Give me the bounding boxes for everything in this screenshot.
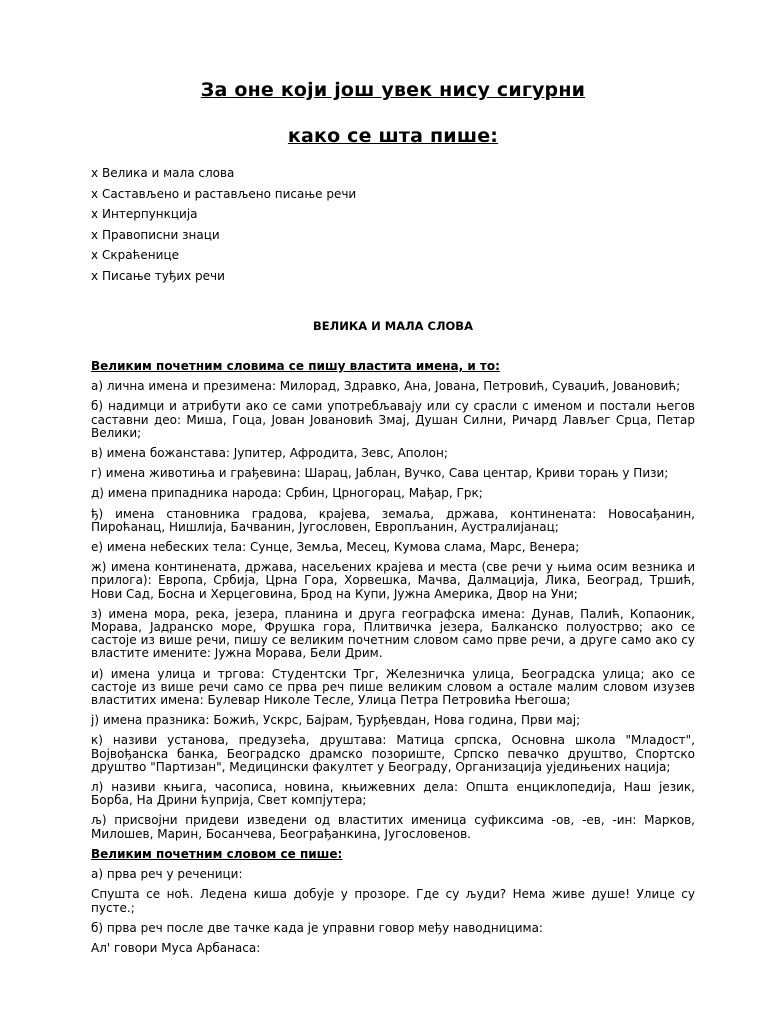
list-marker: x <box>91 268 99 283</box>
rule-paragraph: в) имена божанстава: Јупитер, Афродита, Зевс, Аполон; <box>91 446 448 461</box>
topic-item: x Скраћенице <box>91 248 179 263</box>
rule-paragraph: б) прва реч после две тачке када је управни говор међу наводницима: <box>91 920 543 935</box>
list-marker: x <box>91 248 99 263</box>
rule-paragraph: ј) имена празника: Божић, Ускрс, Бајрам, Ђурђевдан, Нова година, Први мај; <box>91 713 581 728</box>
rule-paragraph: г) имена животиња и грађевина: Шарац, Јаблан, Вучко, Сава центар, Криви торањ у Пизи; <box>91 466 669 481</box>
rule-paragraph: е) имена небеских тела: Сунце, Земља, Месец, Кумова слама, Марс, Венера; <box>91 540 580 555</box>
topic-item: x Састављено и растављено писање речи <box>91 186 357 201</box>
rule-paragraph: и) имена улица и тргова: Студентски Трг, Железничка улица, Београдска улица; ако се састоје из више речи само се прва реч пише великим словом а остале малим словом изузев властитих имена: Булевар Николе Тесле, Улица Петра Петровића Његоша; <box>91 666 695 708</box>
rule-paragraph: д) имена припадника народа: Србин, Црногорац, Мађар, Грк; <box>91 486 483 501</box>
rule-paragraph: а) лична имена и презимена: Милорад, Здравко, Ана, Јована, Петровић, Суваџић, Јовановић; <box>91 379 681 394</box>
topic-item: x Интерпункција <box>91 207 198 222</box>
topic-item: x Писање туђих речи <box>91 268 225 283</box>
example-paragraph: Ал' говори Муса Арбанаса: <box>91 940 261 955</box>
rule-paragraph: л) називи књига, часописа, новина, књижевних дела: Општа енциклопедија, Наш језик, Борба, На Дрини ћуприја, Свет компјутера; <box>91 780 695 808</box>
document-title: За оне који још увек нису сигурни <box>200 79 586 101</box>
topic-item: x Правописни знаци <box>91 227 220 242</box>
rule-paragraph: љ) присвојни придеви изведени од властитих именица суфиксима -ов, -ев, -ин: Марков, Милошев, Марин, Босанчева, Београђанкина, Југословенов. <box>91 813 695 841</box>
topic-item: x Велика и мала слова <box>91 166 235 180</box>
example-paragraph: Спушта се ноћ. Ледена киша добује у прозоре. Где су људи? Нема живе душе! Улице су пусте.; <box>91 887 695 915</box>
section-heading: ВЕЛИКА И МАЛА СЛОВА <box>313 319 473 333</box>
document-subtitle: како се шта пише: <box>287 125 499 147</box>
list-marker: x <box>91 186 99 201</box>
rule-paragraph: а) прва реч у реченици: <box>91 867 243 882</box>
rule-paragraph: ж) имена континената, држава, насељених крајева и места (све речи у њима осим везника и прилога): Европа, Србија, Црна Гора, Хорвешка, Мачва, Далмација, Лика, Београд, Тршић, Нови Сад, Босна и Херцеговина, Брод на Купи, Јужна Америка, Двор на Уни; <box>91 560 695 601</box>
list-marker: x <box>91 166 99 180</box>
topic-list <box>91 166 356 290</box>
section-body <box>91 360 695 962</box>
rule-paragraph: ђ) имена становника градова, крајева, земаља, држава, континената: Новосађанин, Пироћанац, Нишлија, Бачванин, Југословен, Европљанин, Аустралијанац; <box>91 506 695 534</box>
rule-paragraph: к) називи установа, предузећа, друштава: Матица српска, Основна школа "Младост", Војвођанска банка, Београдско драмско позориште, Српско певачко друштво, Спортско друштво "Партизан", Медицински факултет у Београду, Организација уједињених нација; <box>91 733 695 774</box>
rule-paragraph: б) надимци и атрибути ако се сами употребљавају или су срасли с именом и постали његов саставни део: Миша, Гоца, Јован Јовановић Змај, Душан Силни, Ричард Лављег Срца, Петар Велики; <box>91 399 695 440</box>
list-marker: x <box>91 227 99 242</box>
list-marker: x <box>91 207 99 222</box>
subsection-heading: Великим почетним словима се пишу властита имена, и то: <box>91 359 500 373</box>
rule-paragraph: з) имена мора, река, језера, планина и друга географска имена: Дунав, Палић, Копаоник, Морава, Јадранско море, Фрушка гора, Плитвичка језера, Балканско полуострво; ако се састоје из више речи, пишу се великим почетним словом само прве речи, а друге само ако су властите имените: Јужна Морава, Бели Дрим. <box>91 606 695 661</box>
subsection-heading: Великим почетним словом се пише: <box>91 846 343 861</box>
